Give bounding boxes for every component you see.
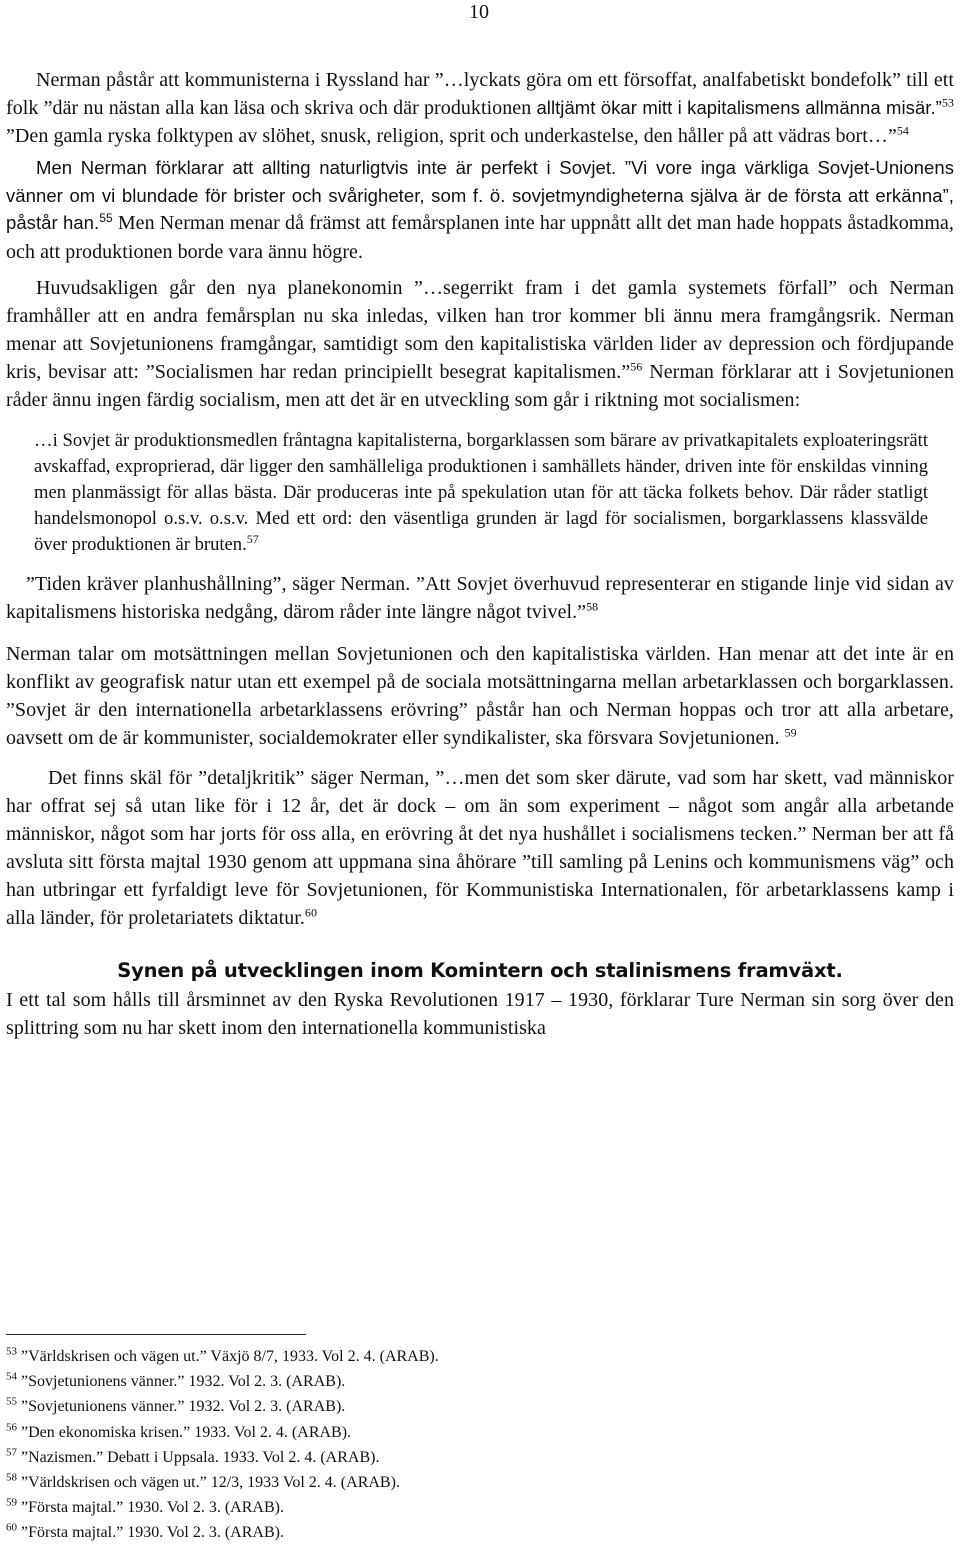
paragraph-3-text-a: Huvudsakligen går den nya planekonomin ”…segerrikt fram i det gamla systemets förfall” och Nerman framhåller att en andra femårsplan nu ska inledas, vilken han tror kommer bli ännu mera framgångsrik. Nerman menar att Sovjetunionens framgångar, samtidigt som den kapitalistiska världen lider av depression och fördjupande kris, bevisar att: ”Socialismen har redan principiellt besegrat kapitalismen.” [6, 277, 954, 383]
footnote-ref-57: 57 [246, 531, 259, 546]
block-quote [34, 428, 928, 558]
paragraph-5-text: Nerman talar om motsättningen mellan Sovjetunionen och den kapitalistiska världen. Han menar att det inte är en konflikt av geografisk natur utan ett exempel på de sociala motsättningarna mellan arbetarklassen och borgarklassen. ”Sovjet är den internationella arbetarklassens erövring” påstår han och Nerman hoppas och tror att alla arbetare, oavsett om de är kommunister, socialdemokrater eller syndikalister, ska försvara Sovjetunionen. [6, 643, 954, 749]
footnote-text: ”Nazismen.” Debatt i Uppsala. 1933. Vol 2. 4. (ARAB). [21, 1448, 380, 1466]
footnote-number: 56 [6, 1421, 17, 1434]
footnote [6, 1369, 906, 1394]
footnote-number: 57 [6, 1446, 17, 1459]
footnote [6, 1470, 906, 1495]
main-text [6, 66, 954, 1042]
paragraph-2 [6, 154, 954, 266]
footnote-text: ”Världskrisen och vägen ut.” Växjö 8/7, 1933. Vol 2. 4. (ARAB). [21, 1348, 439, 1365]
paragraph-2-text-a: Men Nerman förklarar att allting naturligtvis inte är perfekt i Sovjet. ”Vi vore inga värkliga Sovjet-Unionens vänner om vi blundade för brister och svårigheter, som f. ö. sovjetmyndigheterna själva är de första att erkänna”, påstår han. [6, 157, 954, 233]
footnotes [6, 1344, 906, 1546]
footnote [6, 1445, 906, 1470]
footnote-ref-55: 55 [99, 210, 113, 225]
section-heading: Synen på utvecklingen inom Komintern och stalinismens framväxt. [117, 959, 843, 982]
paragraph-5 [6, 640, 954, 752]
paragraph-7: I ett tal som hålls till årsminnet av den Ryska Revolutionen 1917 – 1930, förklarar Ture Nerman sin sorg över den splittring som nu har skett inom den internationella kommunistiska [6, 989, 954, 1039]
footnote-number: 59 [6, 1496, 17, 1509]
footnote-ref-60: 60 [304, 905, 318, 920]
page-number: 10 [469, 1, 489, 23]
footnote-text: ”Sovjetunionens vänner.” 1932. Vol 2. 3. (ARAB). [21, 1398, 346, 1416]
paragraph-6 [6, 764, 954, 932]
footnote [6, 1520, 906, 1545]
paragraph-4 [6, 570, 954, 626]
footnote-number: 55 [6, 1396, 17, 1409]
block-quote-text: …i Sovjet är produktionsmedlen fråntagna kapitalisterna, borgarklassen som bärare av privatkapitalets exploateringsrätt avskaffad, exproprierad, där ligger den samhälleliga produktionen i samhällets händer, driven inte för enskildas vinning men planmässigt för allas bästa. Där produceras inte på spekulation utan för att täcka folkets behov. Där råder statligt handelsmonopol o.s.v. o.s.v. Med ett ord: den väsentliga grunden är lagd för socialismen, borgarklassens klassvälde över produktionen är bruten. [34, 430, 928, 555]
footnote [6, 1495, 906, 1520]
footnote-text: ”Världskrisen och vägen ut.” 12/3, 1933 Vol 2. 4. (ARAB). [21, 1474, 400, 1492]
footnote-text: ”Första majtal.” 1930. Vol 2. 3. (ARAB). [21, 1524, 284, 1542]
paragraph-4-text: ”Tiden kräver planhushållning”, säger Nerman. ”Att Sovjet överhuvud representerar en stigande linje vid sidan av kapitalismens historiska nedgång, därom råder inte längre något tvivel.” [6, 573, 954, 623]
footnote-text: ”Första majtal.” 1930. Vol 2. 3. (ARAB). [21, 1499, 284, 1517]
footnote-ref-54: 54 [896, 123, 909, 138]
footnote-ref-59: 59 [784, 725, 797, 740]
footnote-ref-53: 53 [941, 95, 954, 110]
paragraph-1-text-b: alltjämt ökar mitt i kapitalismens allmänna misär.” [536, 97, 942, 118]
footnote-ref-58: 58 [586, 599, 599, 614]
paragraph-1-text-c: ”Den gamla ryska folktypen av slöhet, snusk, religion, sprit och underkastelse, den håller på att vädras bort…” [6, 125, 897, 147]
paragraph-6-text: Det finns skäl för ”detaljkritik” säger Nerman, ”…men det som sker därute, vad som har skett, vad människor har offrat sej så utan like för i 12 år, det är dock – om än som experiment – något som angår alla arbetande människor, något som har jorts för oss alla, en erövring åt det nya hushållet i socialismens tecken.” Nerman ber att få avsluta sitt första majtal 1930 genom att uppmana sina åhörare ”till samling på Lenins och kommunismens väg” och han utbringar ett fyrfaldigt leve för Sovjetunionen, för Kommunistiska Internationalen, för arbetarklassens kamp i alla länder, för proletariatets diktatur. [6, 767, 954, 929]
footnote-number: 53 [6, 1345, 17, 1358]
footnote-text: ”Sovjetunionens vänner.” 1932. Vol 2. 3. (ARAB). [21, 1373, 346, 1391]
footnote-text: ”Den ekonomiska krisen.” 1933. Vol 2. 4. (ARAB). [21, 1423, 352, 1441]
paragraph-1 [6, 66, 954, 150]
paragraph-3 [6, 274, 954, 414]
footnote-number: 60 [6, 1522, 17, 1535]
footnote-separator [6, 1334, 306, 1335]
footnote-number: 54 [6, 1370, 17, 1383]
footnote-number: 58 [6, 1471, 17, 1484]
footnote [6, 1420, 906, 1445]
paragraph-2-text-b: Men Nerman menar då främst att femårsplanen inte har uppnått allt det man hade hoppats åstadkomma, och att produktionen borde vara ännu högre. [6, 212, 954, 263]
paragraph-3-text-b: Nerman förklarar att i Sovjetunionen råder ännu ingen färdig socialism, men att det är en utveckling som går i riktning mot socialismen: [6, 361, 954, 411]
paragraph-1-text-a: Nerman påstår att kommunisterna i Ryssland har ”…lyckats göra om ett försoffat, analfabetiskt bondefolk” till ett folk ”där nu nästan alla kan läsa och skriva och där produktionen [6, 69, 954, 119]
footnote-ref-56: 56 [630, 359, 643, 374]
footnote [6, 1344, 906, 1369]
footnote [6, 1394, 906, 1419]
